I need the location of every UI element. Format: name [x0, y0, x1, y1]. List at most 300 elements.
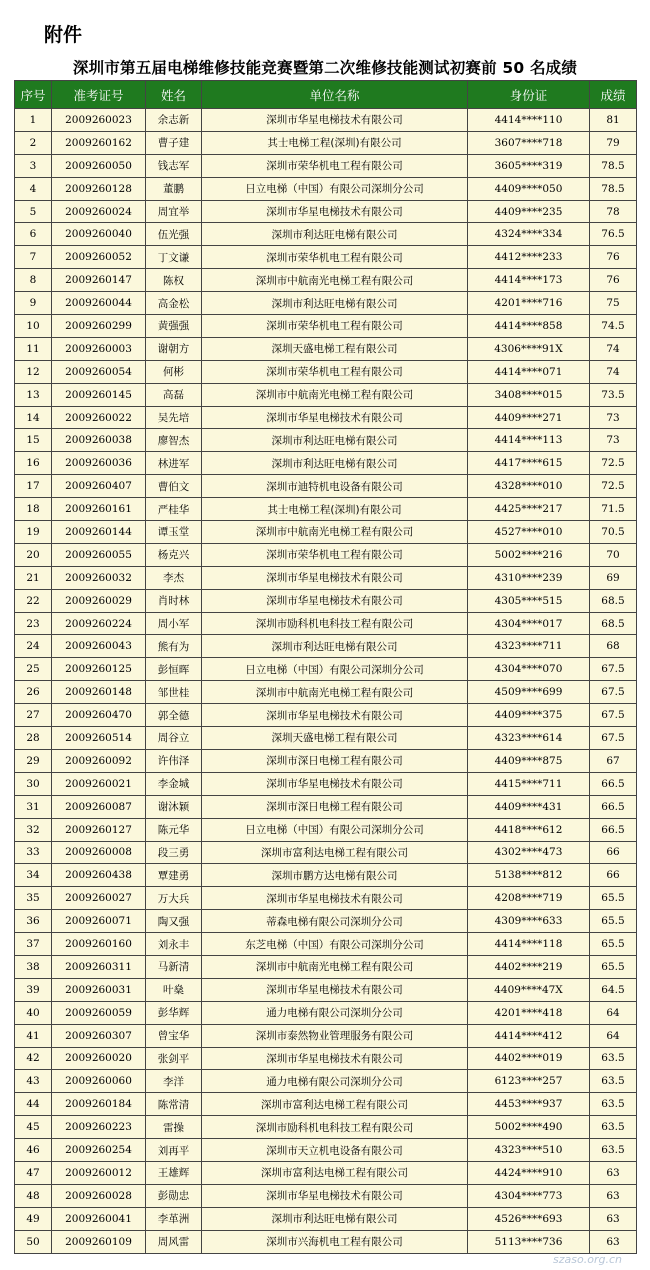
- cell-score: 63.5: [590, 1093, 637, 1116]
- table-row: [15, 131, 637, 154]
- watermark: szaso.org.cn: [553, 1253, 622, 1266]
- cell-id-card: 4305****515: [468, 589, 590, 612]
- cell-name: 李革洲: [146, 1207, 202, 1230]
- cell-score: 78.5: [590, 154, 637, 177]
- cell-unit: 深圳市中航南光电梯工程有限公司: [202, 521, 468, 544]
- cell-seq: 40: [15, 1001, 52, 1024]
- table-row: [15, 1047, 637, 1070]
- cell-id-card: 4414****113: [468, 429, 590, 452]
- cell-seq: 48: [15, 1184, 52, 1207]
- cell-unit: 日立电梯（中国）有限公司深圳分公司: [202, 818, 468, 841]
- cell-exam-id: 2009260032: [52, 566, 146, 589]
- cell-unit: 深圳市富利达电梯工程有限公司: [202, 841, 468, 864]
- cell-unit: 深圳市利达旺电梯有限公司: [202, 429, 468, 452]
- cell-name: 刘再平: [146, 1139, 202, 1162]
- cell-exam-id: 2009260407: [52, 475, 146, 498]
- table-row: [15, 727, 637, 750]
- table-row: [15, 452, 637, 475]
- cell-seq: 19: [15, 521, 52, 544]
- cell-id-card: 4323****614: [468, 727, 590, 750]
- cell-seq: 7: [15, 246, 52, 269]
- cell-id-card: 4509****699: [468, 681, 590, 704]
- cell-exam-id: 2009260036: [52, 452, 146, 475]
- cell-seq: 33: [15, 841, 52, 864]
- cell-exam-id: 2009260144: [52, 521, 146, 544]
- cell-seq: 14: [15, 406, 52, 429]
- cell-name: 周小军: [146, 612, 202, 635]
- cell-name: 陈常清: [146, 1093, 202, 1116]
- cell-id-card: 4304****773: [468, 1184, 590, 1207]
- cell-unit: 深圳市中航南光电梯工程有限公司: [202, 383, 468, 406]
- cell-exam-id: 2009260024: [52, 200, 146, 223]
- cell-seq: 9: [15, 292, 52, 315]
- cell-name: 谭玉堂: [146, 521, 202, 544]
- cell-exam-id: 2009260022: [52, 406, 146, 429]
- cell-seq: 37: [15, 933, 52, 956]
- cell-exam-id: 2009260041: [52, 1207, 146, 1230]
- attachment-label: 附件: [44, 24, 83, 46]
- cell-score: 70: [590, 543, 637, 566]
- cell-id-card: 5138****812: [468, 864, 590, 887]
- cell-name: 黄强强: [146, 315, 202, 338]
- cell-unit: 深圳市荣华机电工程有限公司: [202, 360, 468, 383]
- cell-name: 李杰: [146, 566, 202, 589]
- cell-unit: 深圳市泰然物业管理服务有限公司: [202, 1024, 468, 1047]
- cell-name: 丁文谦: [146, 246, 202, 269]
- cell-unit: 深圳市华星电梯技术有限公司: [202, 1184, 468, 1207]
- cell-name: 高金松: [146, 292, 202, 315]
- table-row: [15, 704, 637, 727]
- table-row: [15, 1184, 637, 1207]
- cell-id-card: 4304****070: [468, 658, 590, 681]
- cell-unit: 深圳市中航南光电梯工程有限公司: [202, 955, 468, 978]
- cell-name: 肖时林: [146, 589, 202, 612]
- table-row: [15, 154, 637, 177]
- table-row: [15, 269, 637, 292]
- cell-score: 72.5: [590, 475, 637, 498]
- cell-exam-id: 2009260071: [52, 910, 146, 933]
- cell-unit: 深圳市荣华机电工程有限公司: [202, 543, 468, 566]
- cell-id-card: 4412****233: [468, 246, 590, 269]
- cell-seq: 23: [15, 612, 52, 635]
- cell-unit: 深圳市华星电梯技术有限公司: [202, 1047, 468, 1070]
- cell-name: 刘永丰: [146, 933, 202, 956]
- table-row: [15, 955, 637, 978]
- table-row: [15, 521, 637, 544]
- cell-id-card: 4201****418: [468, 1001, 590, 1024]
- cell-exam-id: 2009260055: [52, 543, 146, 566]
- cell-name: 熊有为: [146, 635, 202, 658]
- cell-seq: 32: [15, 818, 52, 841]
- cell-unit: 深圳市利达旺电梯有限公司: [202, 292, 468, 315]
- cell-score: 68: [590, 635, 637, 658]
- header-name: 姓名: [146, 81, 202, 109]
- cell-seq: 21: [15, 566, 52, 589]
- cell-name: 彭勋忠: [146, 1184, 202, 1207]
- cell-id-card: 4402****219: [468, 955, 590, 978]
- cell-exam-id: 2009260438: [52, 864, 146, 887]
- cell-id-card: 4402****019: [468, 1047, 590, 1070]
- cell-exam-id: 2009260254: [52, 1139, 146, 1162]
- table-row: [15, 475, 637, 498]
- cell-id-card: 4409****235: [468, 200, 590, 223]
- cell-seq: 3: [15, 154, 52, 177]
- cell-seq: 15: [15, 429, 52, 452]
- cell-exam-id: 2009260029: [52, 589, 146, 612]
- cell-score: 66.5: [590, 795, 637, 818]
- table-row: [15, 681, 637, 704]
- cell-id-card: 4414****118: [468, 933, 590, 956]
- cell-exam-id: 2009260060: [52, 1070, 146, 1093]
- cell-id-card: 5002****490: [468, 1116, 590, 1139]
- cell-name: 周风雷: [146, 1230, 202, 1253]
- cell-name: 叶燊: [146, 978, 202, 1001]
- cell-seq: 29: [15, 749, 52, 772]
- cell-seq: 38: [15, 955, 52, 978]
- table-row: [15, 360, 637, 383]
- cell-score: 67.5: [590, 658, 637, 681]
- cell-exam-id: 2009260028: [52, 1184, 146, 1207]
- cell-id-card: 4414****173: [468, 269, 590, 292]
- header-seq: 序号: [15, 81, 52, 109]
- cell-exam-id: 2009260128: [52, 177, 146, 200]
- cell-exam-id: 2009260299: [52, 315, 146, 338]
- cell-seq: 18: [15, 498, 52, 521]
- cell-id-card: 3408****015: [468, 383, 590, 406]
- cell-exam-id: 2009260043: [52, 635, 146, 658]
- cell-seq: 47: [15, 1161, 52, 1184]
- cell-unit: 深圳市华星电梯技术有限公司: [202, 704, 468, 727]
- cell-name: 曹子建: [146, 131, 202, 154]
- cell-unit: 深圳市华星电梯技术有限公司: [202, 772, 468, 795]
- cell-name: 彭恒晖: [146, 658, 202, 681]
- cell-exam-id: 2009260003: [52, 337, 146, 360]
- cell-seq: 22: [15, 589, 52, 612]
- cell-seq: 26: [15, 681, 52, 704]
- table-row: [15, 543, 637, 566]
- cell-name: 郭全德: [146, 704, 202, 727]
- table-row: [15, 1001, 637, 1024]
- cell-name: 谢沐颖: [146, 795, 202, 818]
- cell-score: 76: [590, 269, 637, 292]
- cell-seq: 12: [15, 360, 52, 383]
- cell-name: 钱志军: [146, 154, 202, 177]
- cell-name: 林进军: [146, 452, 202, 475]
- cell-seq: 10: [15, 315, 52, 338]
- cell-unit: 通力电梯有限公司深圳分公司: [202, 1001, 468, 1024]
- cell-exam-id: 2009260184: [52, 1093, 146, 1116]
- cell-seq: 49: [15, 1207, 52, 1230]
- cell-score: 67: [590, 749, 637, 772]
- cell-score: 63.5: [590, 1070, 637, 1093]
- cell-unit: 深圳市中航南光电梯工程有限公司: [202, 269, 468, 292]
- cell-score: 75: [590, 292, 637, 315]
- cell-name: 谢朝方: [146, 337, 202, 360]
- cell-score: 67.5: [590, 704, 637, 727]
- table-row: [15, 818, 637, 841]
- cell-unit: 东芝电梯（中国）有限公司深圳分公司: [202, 933, 468, 956]
- cell-score: 76.5: [590, 223, 637, 246]
- cell-score: 74.5: [590, 315, 637, 338]
- cell-exam-id: 2009260038: [52, 429, 146, 452]
- cell-unit: 深圳市励科机电科技工程有限公司: [202, 612, 468, 635]
- table-row: [15, 635, 637, 658]
- cell-unit: 深圳市天立机电设备有限公司: [202, 1139, 468, 1162]
- cell-exam-id: 2009260470: [52, 704, 146, 727]
- table-row: [15, 658, 637, 681]
- cell-seq: 1: [15, 109, 52, 132]
- cell-exam-id: 2009260054: [52, 360, 146, 383]
- cell-seq: 28: [15, 727, 52, 750]
- cell-score: 66: [590, 864, 637, 887]
- cell-id-card: 4414****110: [468, 109, 590, 132]
- cell-seq: 20: [15, 543, 52, 566]
- cell-score: 65.5: [590, 887, 637, 910]
- cell-exam-id: 2009260008: [52, 841, 146, 864]
- cell-seq: 16: [15, 452, 52, 475]
- cell-exam-id: 2009260020: [52, 1047, 146, 1070]
- cell-id-card: 4414****071: [468, 360, 590, 383]
- cell-exam-id: 2009260109: [52, 1230, 146, 1253]
- header-id-card: 身份证: [468, 81, 590, 109]
- cell-seq: 41: [15, 1024, 52, 1047]
- cell-unit: 其士电梯工程(深圳)有限公司: [202, 131, 468, 154]
- cell-score: 69: [590, 566, 637, 589]
- cell-id-card: 4417****615: [468, 452, 590, 475]
- cell-name: 严桂华: [146, 498, 202, 521]
- cell-seq: 5: [15, 200, 52, 223]
- cell-name: 万大兵: [146, 887, 202, 910]
- cell-id-card: 3605****319: [468, 154, 590, 177]
- table-row: [15, 910, 637, 933]
- cell-name: 董鹏: [146, 177, 202, 200]
- cell-score: 72.5: [590, 452, 637, 475]
- cell-exam-id: 2009260147: [52, 269, 146, 292]
- table-row: [15, 429, 637, 452]
- cell-name: 许伟泽: [146, 749, 202, 772]
- header-unit: 单位名称: [202, 81, 468, 109]
- cell-seq: 39: [15, 978, 52, 1001]
- table-row: [15, 1161, 637, 1184]
- cell-seq: 6: [15, 223, 52, 246]
- cell-unit: 其士电梯工程(深圳)有限公司: [202, 498, 468, 521]
- cell-name: 杨克兴: [146, 543, 202, 566]
- cell-id-card: 4201****716: [468, 292, 590, 315]
- cell-name: 陈权: [146, 269, 202, 292]
- cell-seq: 17: [15, 475, 52, 498]
- table-row: [15, 1139, 637, 1162]
- cell-score: 79: [590, 131, 637, 154]
- table-row: [15, 1024, 637, 1047]
- cell-exam-id: 2009260223: [52, 1116, 146, 1139]
- cell-exam-id: 2009260040: [52, 223, 146, 246]
- table-row: [15, 841, 637, 864]
- cell-exam-id: 2009260160: [52, 933, 146, 956]
- cell-id-card: 4527****010: [468, 521, 590, 544]
- cell-id-card: 4409****050: [468, 177, 590, 200]
- cell-exam-id: 2009260307: [52, 1024, 146, 1047]
- cell-score: 64: [590, 1024, 637, 1047]
- cell-id-card: 4409****431: [468, 795, 590, 818]
- cell-name: 王雄辉: [146, 1161, 202, 1184]
- cell-name: 吴先培: [146, 406, 202, 429]
- cell-score: 63: [590, 1161, 637, 1184]
- cell-id-card: 5113****736: [468, 1230, 590, 1253]
- cell-unit: 深圳市深日电梯工程有限公司: [202, 795, 468, 818]
- table-row: [15, 749, 637, 772]
- cell-unit: 深圳市深日电梯工程有限公司: [202, 749, 468, 772]
- cell-seq: 46: [15, 1139, 52, 1162]
- cell-exam-id: 2009260021: [52, 772, 146, 795]
- table-row: [15, 223, 637, 246]
- cell-seq: 27: [15, 704, 52, 727]
- table-row: [15, 589, 637, 612]
- document-title: 深圳市第五届电梯维修技能竞赛暨第二次维修技能测试初赛前 50 名成绩: [72, 59, 578, 77]
- cell-score: 64: [590, 1001, 637, 1024]
- cell-seq: 44: [15, 1093, 52, 1116]
- cell-exam-id: 2009260044: [52, 292, 146, 315]
- cell-seq: 43: [15, 1070, 52, 1093]
- table-row: [15, 1093, 637, 1116]
- cell-name: 高磊: [146, 383, 202, 406]
- cell-name: 余志新: [146, 109, 202, 132]
- cell-seq: 25: [15, 658, 52, 681]
- table-row: [15, 292, 637, 315]
- cell-seq: 34: [15, 864, 52, 887]
- cell-id-card: 4328****010: [468, 475, 590, 498]
- cell-name: 陈元华: [146, 818, 202, 841]
- cell-score: 67.5: [590, 727, 637, 750]
- cell-unit: 深圳天盛电梯工程有限公司: [202, 337, 468, 360]
- cell-unit: 深圳市富利达电梯工程有限公司: [202, 1093, 468, 1116]
- cell-id-card: 4310****239: [468, 566, 590, 589]
- cell-seq: 4: [15, 177, 52, 200]
- cell-id-card: 4309****633: [468, 910, 590, 933]
- cell-seq: 50: [15, 1230, 52, 1253]
- cell-seq: 30: [15, 772, 52, 795]
- cell-id-card: 4302****473: [468, 841, 590, 864]
- table-row: [15, 864, 637, 887]
- cell-name: 何彬: [146, 360, 202, 383]
- cell-exam-id: 2009260161: [52, 498, 146, 521]
- cell-score: 65.5: [590, 933, 637, 956]
- cell-score: 74: [590, 360, 637, 383]
- cell-exam-id: 2009260148: [52, 681, 146, 704]
- cell-id-card: 4409****47X: [468, 978, 590, 1001]
- cell-id-card: 4323****510: [468, 1139, 590, 1162]
- table-row: [15, 887, 637, 910]
- cell-id-card: 4409****875: [468, 749, 590, 772]
- cell-score: 68.5: [590, 612, 637, 635]
- cell-unit: 深圳市励科机电科技工程有限公司: [202, 1116, 468, 1139]
- table-row: [15, 978, 637, 1001]
- cell-id-card: 4453****937: [468, 1093, 590, 1116]
- cell-unit: 深圳市中航南光电梯工程有限公司: [202, 681, 468, 704]
- cell-score: 73: [590, 406, 637, 429]
- cell-exam-id: 2009260224: [52, 612, 146, 635]
- table-row: [15, 337, 637, 360]
- cell-name: 彭华辉: [146, 1001, 202, 1024]
- cell-score: 63.5: [590, 1116, 637, 1139]
- table-header-row: [15, 81, 637, 109]
- table-row: [15, 772, 637, 795]
- cell-seq: 13: [15, 383, 52, 406]
- cell-seq: 45: [15, 1116, 52, 1139]
- table-row: [15, 200, 637, 223]
- cell-score: 71.5: [590, 498, 637, 521]
- cell-unit: 深圳市利达旺电梯有限公司: [202, 223, 468, 246]
- cell-name: 覃建勇: [146, 864, 202, 887]
- cell-score: 74: [590, 337, 637, 360]
- cell-exam-id: 2009260145: [52, 383, 146, 406]
- cell-score: 63: [590, 1184, 637, 1207]
- cell-unit: 深圳市荣华机电工程有限公司: [202, 315, 468, 338]
- table-row: [15, 1230, 637, 1253]
- cell-id-card: 4324****334: [468, 223, 590, 246]
- cell-score: 67.5: [590, 681, 637, 704]
- cell-exam-id: 2009260031: [52, 978, 146, 1001]
- cell-score: 66.5: [590, 818, 637, 841]
- cell-exam-id: 2009260023: [52, 109, 146, 132]
- table-row: [15, 315, 637, 338]
- cell-score: 64.5: [590, 978, 637, 1001]
- cell-id-card: 4414****858: [468, 315, 590, 338]
- cell-unit: 深圳市迪特机电设备有限公司: [202, 475, 468, 498]
- cell-name: 周宜举: [146, 200, 202, 223]
- cell-seq: 36: [15, 910, 52, 933]
- table-row: [15, 177, 637, 200]
- table-row: [15, 1070, 637, 1093]
- cell-id-card: 4424****910: [468, 1161, 590, 1184]
- cell-unit: 深圳市华星电梯技术有限公司: [202, 406, 468, 429]
- cell-exam-id: 2009260162: [52, 131, 146, 154]
- table-row: [15, 795, 637, 818]
- cell-score: 63.5: [590, 1047, 637, 1070]
- cell-exam-id: 2009260027: [52, 887, 146, 910]
- cell-unit: 深圳市华星电梯技术有限公司: [202, 109, 468, 132]
- cell-id-card: 4304****017: [468, 612, 590, 635]
- cell-exam-id: 2009260092: [52, 749, 146, 772]
- cell-score: 63: [590, 1230, 637, 1253]
- cell-exam-id: 2009260125: [52, 658, 146, 681]
- table-row: [15, 566, 637, 589]
- cell-unit: 深圳市荣华机电工程有限公司: [202, 154, 468, 177]
- cell-exam-id: 2009260311: [52, 955, 146, 978]
- cell-unit: 深圳市华星电梯技术有限公司: [202, 978, 468, 1001]
- cell-score: 66: [590, 841, 637, 864]
- cell-name: 张剑平: [146, 1047, 202, 1070]
- cell-seq: 2: [15, 131, 52, 154]
- cell-seq: 11: [15, 337, 52, 360]
- table-body: [15, 109, 637, 1254]
- cell-score: 78: [590, 200, 637, 223]
- cell-exam-id: 2009260052: [52, 246, 146, 269]
- cell-id-card: 5002****216: [468, 543, 590, 566]
- cell-unit: 深圳市华星电梯技术有限公司: [202, 589, 468, 612]
- cell-score: 63: [590, 1207, 637, 1230]
- cell-unit: 蒂森电梯有限公司深圳分公司: [202, 910, 468, 933]
- table-row: [15, 109, 637, 132]
- cell-id-card: 4306****91X: [468, 337, 590, 360]
- cell-seq: 24: [15, 635, 52, 658]
- cell-name: 李洋: [146, 1070, 202, 1093]
- cell-seq: 31: [15, 795, 52, 818]
- cell-score: 66.5: [590, 772, 637, 795]
- cell-name: 伍光强: [146, 223, 202, 246]
- header-score: 成绩: [590, 81, 637, 109]
- table-row: [15, 1116, 637, 1139]
- cell-unit: 深圳市利达旺电梯有限公司: [202, 1207, 468, 1230]
